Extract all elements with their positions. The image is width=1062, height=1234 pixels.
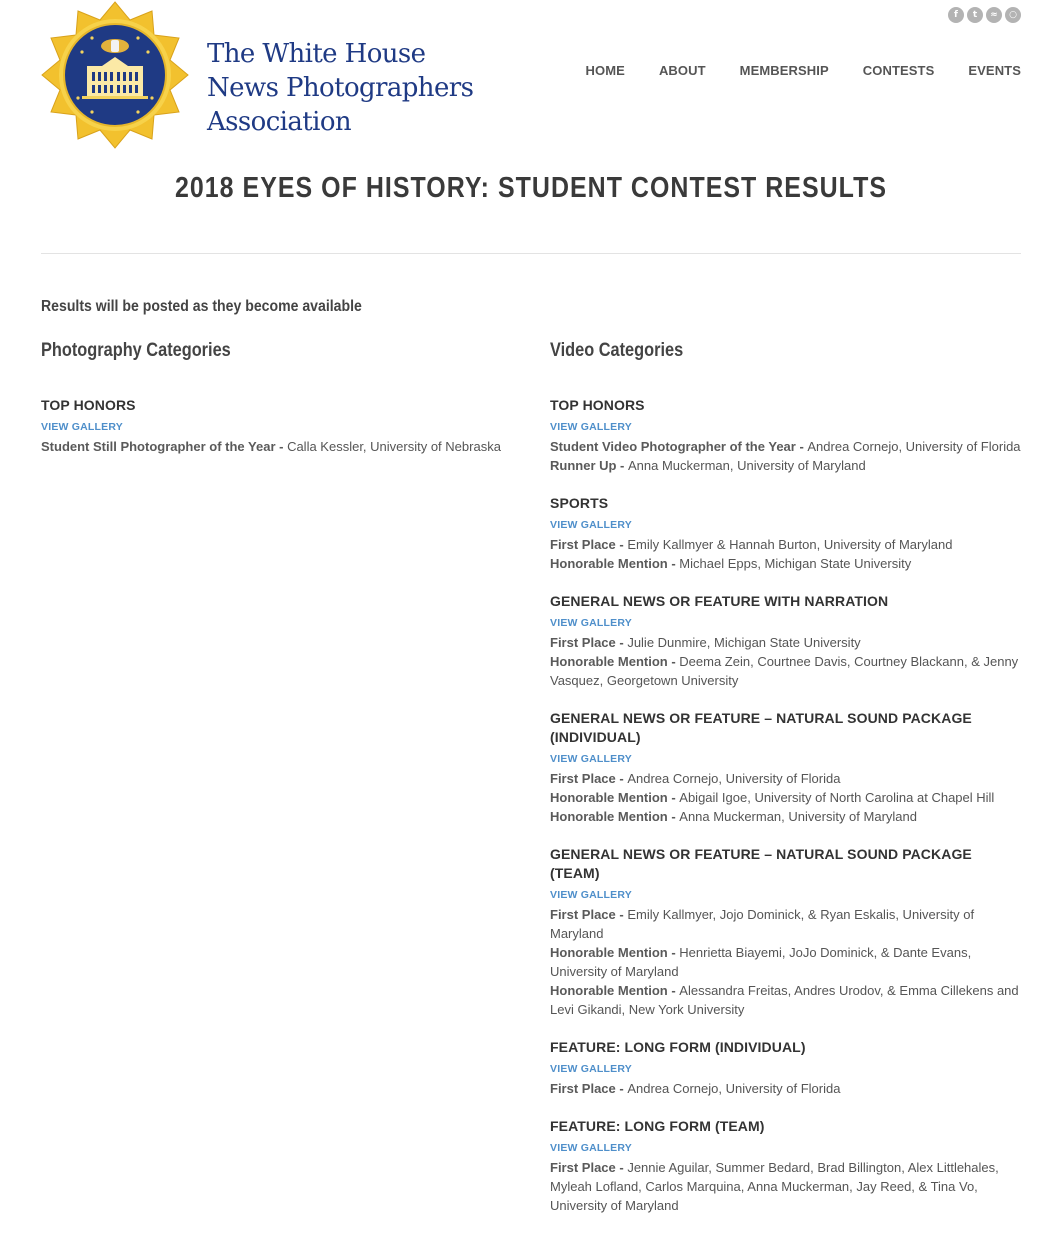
main-nav — [586, 63, 1021, 78]
nav-events[interactable]: EVENTS — [968, 63, 1021, 78]
award-label: Honorable Mention - — [550, 556, 680, 571]
award-winner: Calla Kessler, University of Nebraska — [287, 439, 501, 454]
nav-contests[interactable]: CONTESTS — [862, 63, 935, 78]
title-divider — [41, 253, 1021, 254]
award-winner: Abigail Igoe, University of North Carolina at Chapel Hill — [679, 790, 995, 805]
view-gallery-link[interactable]: VIEW GALLERY — [41, 421, 123, 433]
award-label: Runner Up - — [550, 458, 628, 473]
award-entry — [550, 1158, 1022, 1215]
view-gallery-link[interactable]: VIEW GALLERY — [550, 753, 632, 765]
category-title: SPORTS — [550, 495, 609, 511]
award-entry — [41, 437, 511, 456]
org-name-line: News Photographers — [207, 73, 474, 103]
social-links — [948, 7, 1021, 23]
award-entry — [550, 535, 1022, 554]
award-winner: Julie Dunmire, Michigan State University — [627, 635, 861, 650]
award-label: Honorable Mention - — [550, 654, 680, 669]
video-heading: Video Categories — [550, 340, 684, 361]
view-gallery-link[interactable]: VIEW GALLERY — [550, 421, 632, 433]
award-label: First Place - — [550, 635, 628, 650]
category-block — [550, 709, 1022, 826]
view-gallery-link[interactable]: VIEW GALLERY — [550, 617, 632, 629]
award-label: Student Video Photographer of the Year - — [550, 439, 808, 454]
results-notice: Results will be posted as they become available — [41, 298, 362, 315]
category-title: GENERAL NEWS OR FEATURE WITH NARRATION — [550, 593, 889, 609]
category-block — [550, 592, 1022, 690]
org-name-line: Association — [207, 107, 352, 137]
award-entry — [550, 788, 1022, 807]
nav-membership[interactable]: MEMBERSHIP — [739, 63, 829, 78]
category-title: GENERAL NEWS OR FEATURE – NATURAL SOUND PACKAGE (TEAM) — [550, 846, 972, 881]
video-column — [550, 396, 1022, 1234]
award-winner: Andrea Cornejo, University of Florida — [627, 1081, 841, 1096]
category-title: TOP HONORS — [550, 397, 645, 413]
award-entry — [550, 943, 1022, 981]
category-block — [41, 396, 511, 456]
nav-about[interactable]: ABOUT — [658, 63, 706, 78]
category-block — [550, 1038, 1022, 1098]
category-block — [550, 845, 1022, 1019]
award-winner: Andrea Cornejo, University of Florida — [807, 439, 1021, 454]
category-title: GENERAL NEWS OR FEATURE – NATURAL SOUND PACKAGE (INDIVIDUAL) — [550, 710, 972, 745]
award-label: Student Still Photographer of the Year - — [41, 439, 288, 454]
site-header — [0, 0, 1062, 160]
org-name[interactable] — [207, 37, 473, 139]
view-gallery-link[interactable]: VIEW GALLERY — [550, 519, 632, 531]
award-winner: Emily Kallmyer & Hannah Burton, University of Maryland — [627, 537, 953, 552]
award-winner: Anna Muckerman, University of Maryland — [679, 809, 917, 824]
award-label: First Place - — [550, 537, 628, 552]
award-label: First Place - — [550, 771, 628, 786]
category-block — [550, 1117, 1022, 1215]
award-winner: Andrea Cornejo, University of Florida — [627, 771, 841, 786]
award-label: Honorable Mention - — [550, 945, 680, 960]
wha-logo[interactable] — [40, 0, 190, 150]
award-winner: Alessandra Freitas, Andres Urodov, & Emma Cillekens and Levi Gikandi, New York University — [550, 983, 1019, 1017]
award-winner: Jennie Aguilar, Summer Bedard, Brad Billington, Alex Littlehales, Myleah Lofland, Carlos Marquina, Anna Muckerman, Jay Reed, & Tina Vo, University of Maryland — [550, 1160, 999, 1213]
nav-home[interactable]: HOME — [585, 63, 625, 78]
award-label: Honorable Mention - — [550, 809, 680, 824]
category-block — [550, 396, 1022, 475]
rss-icon[interactable]: ≈ — [986, 7, 1002, 23]
view-gallery-link[interactable]: VIEW GALLERY — [550, 1142, 632, 1154]
award-winner: Emily Kallmyer, Jojo Dominick, & Ryan Eskalis, University of Maryland — [550, 907, 975, 941]
award-entry — [550, 554, 1022, 573]
org-name-line: The White House — [207, 39, 426, 69]
award-winner: Anna Muckerman, University of Maryland — [628, 458, 866, 473]
award-entry — [550, 769, 1022, 788]
category-title: FEATURE: LONG FORM (TEAM) — [550, 1118, 765, 1134]
category-block — [550, 494, 1022, 573]
page-title: 2018 EYES OF HISTORY: STUDENT CONTEST RESULTS — [174, 172, 888, 204]
award-entry — [550, 456, 1022, 475]
award-entry — [550, 905, 1022, 943]
award-entry — [550, 633, 1022, 652]
twitter-icon[interactable]: t — [967, 7, 983, 23]
category-title: TOP HONORS — [41, 397, 136, 413]
award-winner: Michael Epps, Michigan State University — [679, 556, 912, 571]
view-gallery-link[interactable]: VIEW GALLERY — [550, 1063, 632, 1075]
facebook-icon[interactable]: f — [948, 7, 964, 23]
award-entry — [550, 981, 1022, 1019]
photography-heading: Photography Categories — [41, 340, 231, 361]
photography-column — [41, 396, 511, 475]
award-entry — [550, 437, 1022, 456]
category-title: FEATURE: LONG FORM (INDIVIDUAL) — [550, 1039, 806, 1055]
award-entry — [550, 652, 1022, 690]
search-icon[interactable]: ○ — [1005, 7, 1021, 23]
view-gallery-link[interactable]: VIEW GALLERY — [550, 889, 632, 901]
award-label: First Place - — [550, 1081, 628, 1096]
award-label: First Place - — [550, 1160, 628, 1175]
award-label: First Place - — [550, 907, 628, 922]
award-winner: Deema Zein, Courtnee Davis, Courtney Blackann, & Jenny Vasquez, Georgetown University — [550, 654, 1019, 688]
award-entry — [550, 1079, 1022, 1098]
award-entry — [550, 807, 1022, 826]
award-winner: Henrietta Biayemi, JoJo Dominick, & Dante Evans, University of Maryland — [550, 945, 972, 979]
award-label: Honorable Mention - — [550, 983, 680, 998]
eagle-icon — [101, 39, 129, 53]
award-label: Honorable Mention - — [550, 790, 680, 805]
